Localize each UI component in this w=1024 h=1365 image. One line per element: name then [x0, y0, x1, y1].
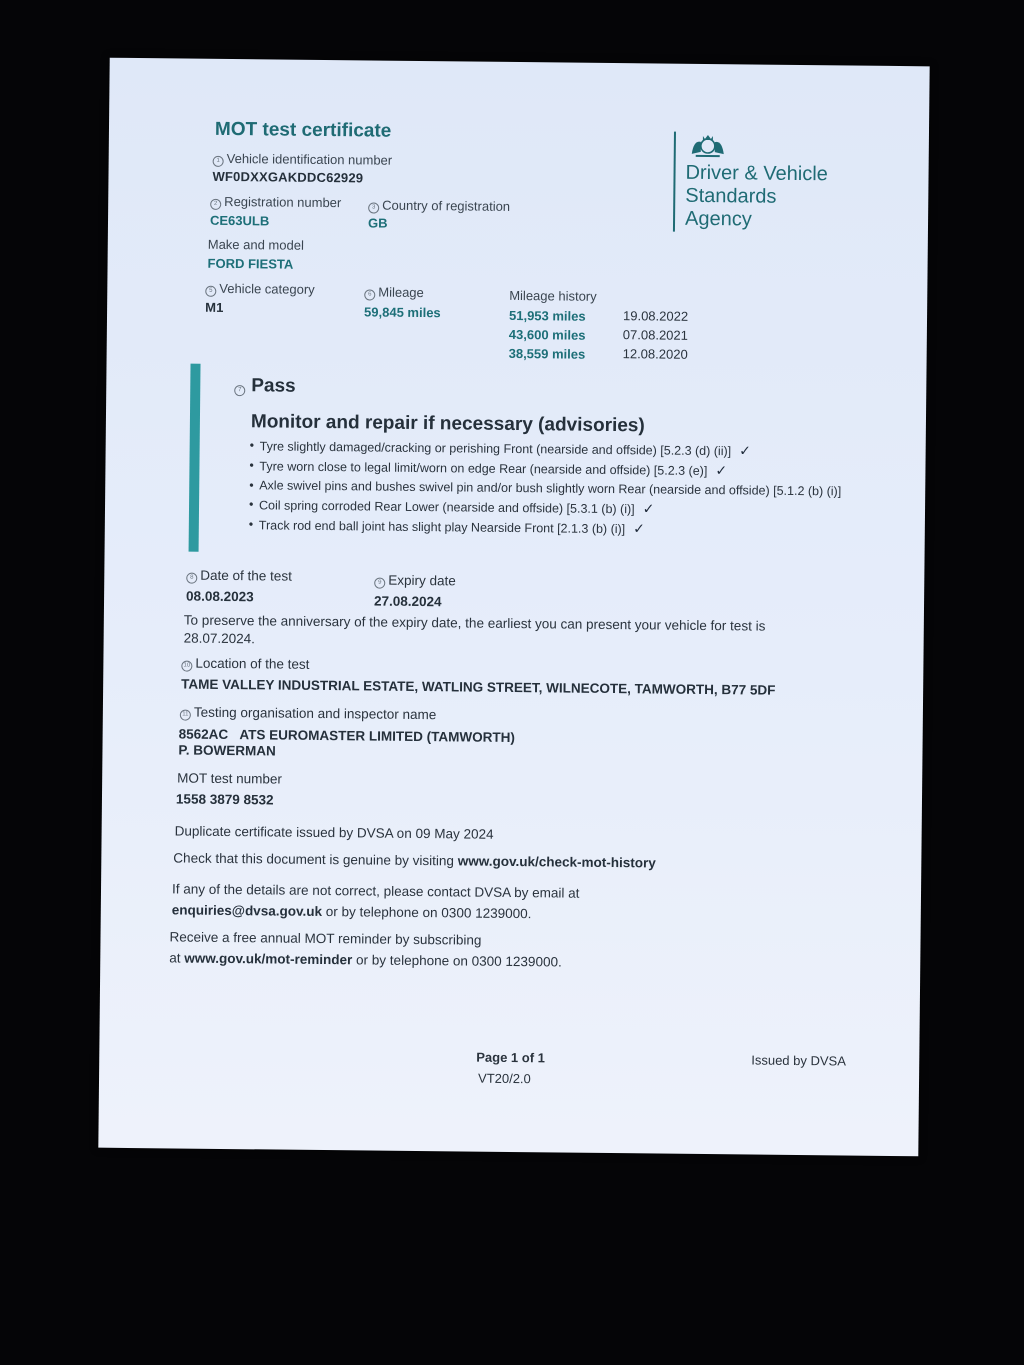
checkmark-icon: ✓: [739, 442, 751, 459]
reminder-phone-text: or by telephone on 0300 1239000.: [352, 952, 562, 970]
mileage-history-row: [509, 345, 709, 366]
checkmark-icon: ✓: [633, 520, 646, 537]
mot-reminder-link[interactable]: www.gov.uk/mot-reminder: [184, 950, 353, 968]
location-label: [181, 656, 309, 673]
circled-number-icon: 3: [368, 202, 379, 213]
category-label-text: Vehicle category: [219, 280, 315, 297]
mileage-history-list: [509, 307, 710, 366]
circled-number-icon: 10: [181, 661, 192, 672]
category-label: [205, 281, 315, 298]
duplicate-note: Duplicate certificate issued by DVSA on 09 May 2024: [174, 823, 494, 842]
organisation-name: ATS EUROMASTER LIMITED (TAMWORTH): [239, 727, 515, 746]
mileage-history-row: [509, 326, 709, 347]
circled-number-icon: 5: [205, 286, 216, 297]
mileage-history-label: Mileage history: [509, 287, 597, 304]
organisation-label-text: Testing organisation and inspector name: [193, 704, 437, 723]
organisation-label: [180, 705, 437, 724]
page-number: Page 1 of 1: [476, 1049, 545, 1066]
test-result-status: Pass: [251, 375, 296, 397]
test-date-label-text: Date of the test: [200, 567, 292, 584]
contact-text: If any of the details are not correct, please contact DVSA by email at: [171, 881, 580, 901]
test-date-value: 08.08.2023: [186, 588, 254, 605]
agency-line-2: Standards: [685, 184, 777, 208]
registration-label: [210, 194, 341, 211]
country-value: GB: [367, 215, 388, 231]
expiry-date-label-text: Expiry date: [388, 572, 456, 589]
mileage-history-miles: 38,559 miles: [508, 345, 586, 362]
expiry-date-value: 27.08.2024: [373, 593, 442, 610]
pass-indicator-bar: [189, 364, 201, 552]
vin-value: WF0DXXGAKDDC62929: [212, 168, 364, 186]
mileage-history-date: 07.08.2021: [622, 327, 689, 343]
circled-number-icon: 2: [210, 199, 221, 210]
crest-icon: [688, 132, 728, 160]
pass-icon: [234, 379, 248, 397]
circled-number-icon: 1: [213, 156, 224, 167]
contact-email-link[interactable]: enquiries@dvsa.gov.uk: [171, 902, 323, 920]
checkmark-icon: ✓: [715, 462, 728, 479]
vin-label-text: Vehicle identification number: [226, 150, 393, 168]
mileage-history-date: 12.08.2020: [622, 346, 688, 362]
reminder-prefix: at: [169, 950, 185, 966]
reminder-details: [169, 947, 562, 972]
location-value: TAME VALLEY INDUSTRIAL ESTATE, WATLING STREET, WILNECOTE, TAMWORTH, B77 5DF: [181, 676, 776, 698]
category-value: M1: [205, 299, 224, 315]
agency-line-1: Driver & Vehicle: [685, 161, 828, 186]
advisory-text: Track rod end ball joint has slight play Nearside Front [2.1.3 (b) (i)]: [258, 518, 626, 537]
test-number-label: MOT test number: [177, 770, 283, 787]
check-mot-history-link[interactable]: www.gov.uk/check-mot-history: [457, 853, 656, 871]
reminder-note: [169, 926, 562, 972]
location-label-text: Location of the test: [195, 655, 310, 672]
mileage-label: [364, 284, 424, 301]
mileage-value: 59,845 miles: [364, 304, 441, 321]
check-genuine-note: [173, 850, 656, 870]
advisory-text: Axle swivel pins and bushes swivel pin and/or bush slightly worn Rear (nearside and offside) [5.1.2 (b) (i)]: [259, 478, 842, 499]
country-label: [368, 197, 510, 214]
test-number-value: 1558 3879 8532: [175, 791, 274, 808]
checkmark-icon: ✓: [642, 500, 655, 517]
mileage-history-row: [509, 307, 709, 328]
mot-certificate-page: [98, 58, 929, 1157]
circled-number-icon: 7: [234, 385, 245, 396]
agency-name: [685, 162, 886, 233]
certificate-title: MOT test certificate: [214, 118, 392, 142]
registration-label-text: Registration number: [224, 193, 342, 211]
mileage-history-date: 19.08.2022: [622, 308, 689, 324]
check-genuine-text: Check that this document is genuine by visiting: [173, 850, 458, 869]
logo-divider: [673, 132, 676, 232]
circled-number-icon: 6: [364, 289, 375, 300]
contact-phone-text: or by telephone on 0300 1239000.: [321, 904, 532, 922]
mileage-history-miles: 51,953 miles: [508, 307, 586, 324]
country-label-text: Country of registration: [382, 197, 511, 214]
advisories-list: [249, 437, 890, 543]
circled-number-icon: 11: [180, 710, 191, 721]
vin-label: [213, 151, 393, 169]
inspector-name: P. BOWERMAN: [178, 742, 276, 759]
advisory-text: Tyre slightly damaged/cracking or perishing Front (nearside and offside) [5.2.3 (d) (ii)]: [259, 439, 732, 459]
registration-value: CE63ULB: [209, 212, 270, 229]
form-version: VT20/2.0: [477, 1070, 531, 1087]
anniversary-note: To preserve the anniversary of the expiry date, the earliest you can present your vehicle for test is 28.07.2024.: [183, 612, 766, 647]
contact-note: [172, 878, 580, 924]
advisory-text: Coil spring corroded Rear Lower (nearside and offside) [5.3.1 (b) (i)]: [258, 498, 635, 517]
contact-details: [172, 899, 580, 924]
make-model-label: Make and model: [207, 236, 304, 253]
test-date-label: [186, 568, 292, 585]
reminder-text: Receive a free annual MOT reminder by subscribing: [169, 929, 482, 948]
mileage-history-miles: 43,600 miles: [508, 326, 586, 343]
advisories-title: Monitor and repair if necessary (advisories): [250, 411, 645, 437]
advisory-text: Tyre worn close to legal limit/worn on edge Rear (nearside and offside) [5.2.3 (e)]: [259, 459, 708, 479]
issued-by: Issued by DVSA: [751, 1052, 846, 1069]
agency-line-3: Agency: [684, 207, 752, 231]
circled-number-icon: 8: [186, 573, 197, 584]
circled-number-icon: 9: [374, 578, 385, 589]
expiry-date-label: [374, 573, 456, 590]
make-model-value: FORD FIESTA: [207, 255, 294, 272]
mileage-label-text: Mileage: [378, 284, 424, 301]
organisation-code: 8562AC: [178, 726, 229, 743]
